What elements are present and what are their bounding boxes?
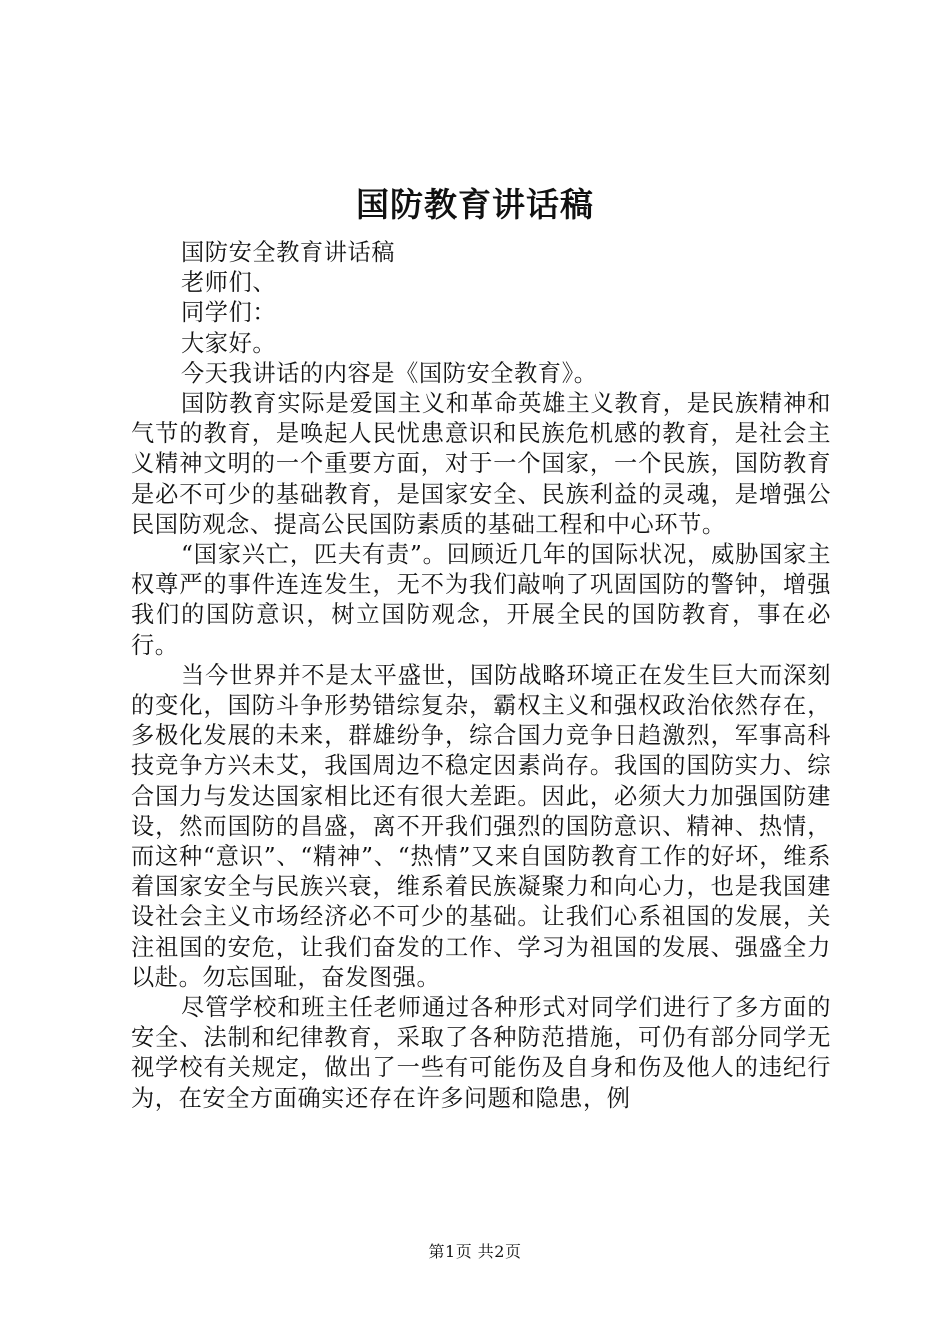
subtitle-line: 国防安全教育讲话稿 xyxy=(181,239,396,266)
page-number-footer: 第1页 共2页 xyxy=(428,1242,522,1261)
salutation-students: 同学们： xyxy=(181,299,277,327)
paragraph: 国防教育实际是爱国主义和革命英雄主义教育，是民族精神和气节的教育，是唤起人民忧患意识和民族危机感的教育，是社会主义精神文明的一个重要方面，对于一个国家，一个民族，国防教育是必不可少的基础教育，是国家安全、民族利益的灵魂，是增强公民国防观念、提高公民国防素质的基础工程和中心环节。 xyxy=(131,390,831,538)
paragraph: 尽管学校和班主任老师通过各种形式对同学们进行了多方面的安全、法制和纪律教育，采取了各种防范措施，可仍有部分同学无视学校有关规定，做出了一些有可能伤及自身和伤及他人的违纪行为，在安全方面确实还存在许多问题和隐患，例 xyxy=(131,994,831,1112)
document-body xyxy=(131,238,831,1114)
document-title: 国防教育讲话稿 xyxy=(356,185,594,224)
paragraph: “国家兴亡，匹夫有责”。回顾近几年的国际状况，威胁国家主权尊严的事件连连发生，无不为我们敲响了巩固国防的警钟，增强我们的国防意识，树立国防观念，开展全民的国防教育，事在必行。 xyxy=(131,541,831,659)
paragraph: 当今世界并不是太平盛世，国防战略环境正在发生巨大而深刻的变化，国防斗争形势错综复杂，霸权主义和强权政治依然存在，多极化发展的未来，群雄纷争，综合国力竞争日趋激烈，军事高科技竞争方兴未艾，我国周边不稳定因素尚存。我国的国防实力、综合国力与发达国家相比还有很大差距。因此，必须大力加强国防建设，然而国防的昌盛，离不开我们强烈的国防意识、精神、热情，而这种“意识”、“精神”、“热情”又来自国防教育工作的好坏，维系着国家安全与民族兴衰，维系着民族凝聚力和向心力，也是我国建设社会主义市场经济必不可少的基础。让我们心系祖国的发展，关注祖国的安危，让我们奋发的工作、学习为祖国的发展、强盛全力以赴。勿忘国耻，奋发图强。 xyxy=(131,661,831,991)
greeting-line: 大家好。 xyxy=(181,329,277,357)
topic-line: 今天我讲话的内容是《国防安全教育》。 xyxy=(181,359,598,387)
salutation-teachers: 老师们、 xyxy=(181,269,277,297)
